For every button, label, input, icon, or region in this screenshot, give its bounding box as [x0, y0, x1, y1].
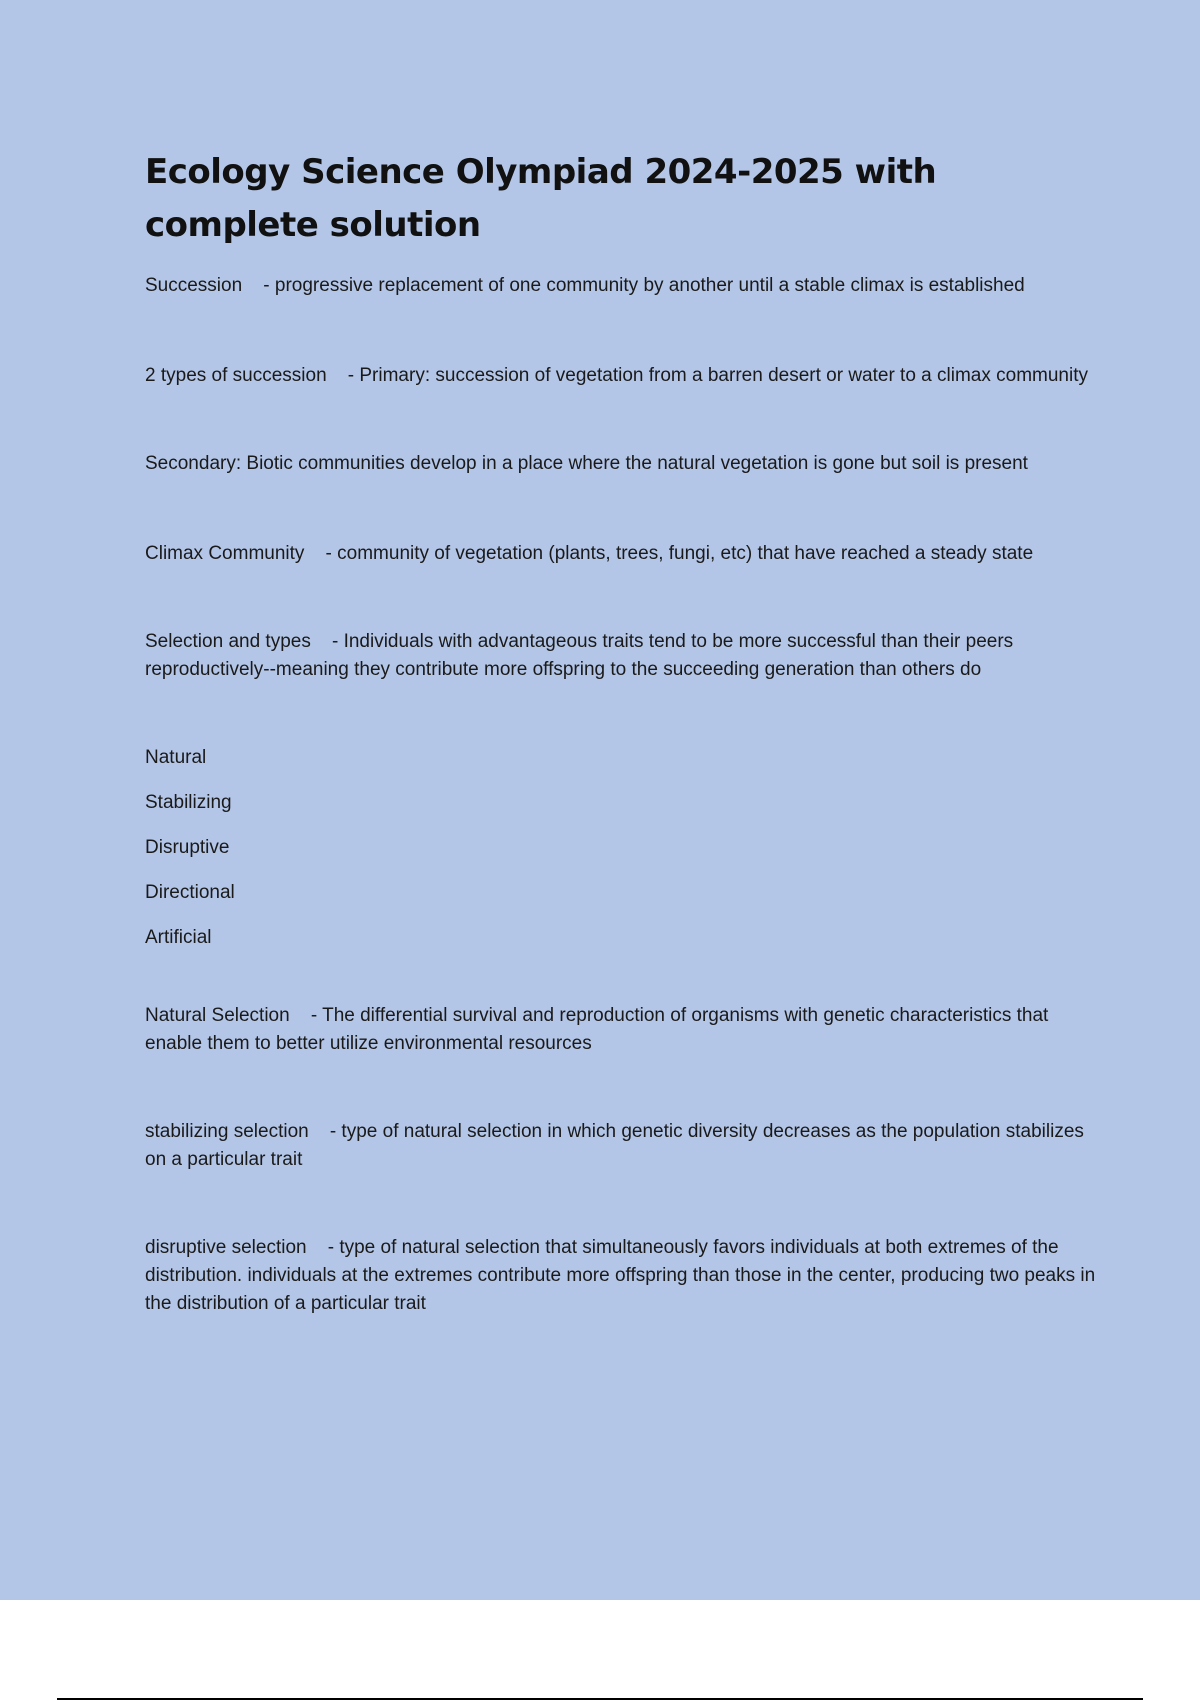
entry-stabilizing-selection — [145, 1118, 1100, 1174]
entry-term: 2 types of succession — [145, 365, 327, 386]
entry-term: stabilizing selection — [145, 1121, 309, 1142]
list-item: Artificial — [145, 927, 212, 948]
list-item: Directional — [145, 882, 235, 903]
entry-selection-and-types — [145, 628, 1100, 684]
entry-natural-selection — [145, 1002, 1100, 1058]
list-item: Natural — [145, 747, 207, 768]
document-title: Ecology Science Olympiad 2024-2025 with complete solution — [145, 152, 937, 245]
entry-definition: - community of vegetation (plants, trees, fungi, etc) that have reached a steady state — [325, 543, 1034, 564]
entry-definition: - type of natural selection that simultaneously favors individuals at both extremes of the distribution. individuals at the extremes contribute more offspring than those in the center, producing two peaks in the distribution of a particular trait — [145, 1237, 1096, 1314]
entry-definition: - The differential survival and reproduction of organisms with genetic characteristics that enable them to better utilize environmental resources — [145, 1005, 1049, 1054]
document-body — [145, 146, 1100, 1318]
entry-term: Selection and types — [145, 631, 311, 652]
entry-definition: - type of natural selection in which genetic diversity decreases as the population stabilizes on a particular trait — [145, 1121, 1084, 1170]
entry-definition: - Primary: succession of vegetation from a barren desert or water to a climax community — [347, 365, 1089, 386]
entry-climax-community — [145, 540, 1100, 568]
list-item: Stabilizing — [145, 792, 232, 813]
entry-secondary-succession — [145, 450, 1100, 478]
entry-definition: - Individuals with advantageous traits tend to be more successful than their peers reproductively--meaning they contribute more offspring to the succeeding generation than others do — [145, 631, 1014, 680]
entry-term: Succession — [145, 275, 243, 296]
entry-disruptive-selection — [145, 1234, 1100, 1318]
entry-term: Climax Community — [145, 543, 305, 564]
selection-types-list — [145, 744, 1100, 969]
entry-definition: Secondary: Biotic communities develop in a place where the natural vegetation is gone but soil is present — [145, 453, 1028, 474]
entry-types-of-succession — [145, 362, 1100, 390]
entry-definition: - progressive replacement of one community by another until a stable climax is established — [263, 275, 1025, 296]
entry-succession — [145, 272, 1100, 300]
entry-term: disruptive selection — [145, 1237, 307, 1258]
list-item: Disruptive — [145, 837, 230, 858]
entry-term: Natural Selection — [145, 1005, 290, 1026]
